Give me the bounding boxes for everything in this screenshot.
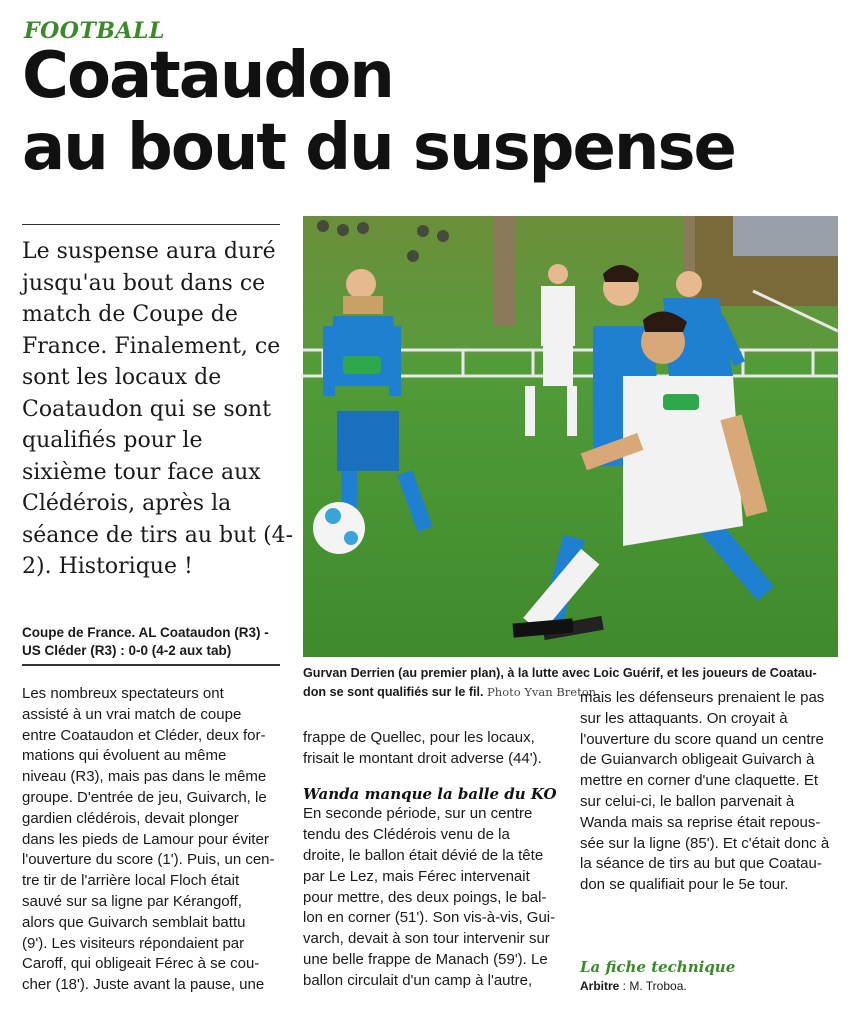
lead-line: sont les locaux de	[22, 365, 222, 390]
divider	[22, 664, 280, 666]
body-line: droite, le ballon était dévié de la tête	[303, 846, 544, 864]
lead-line: match de Coupe de	[22, 302, 238, 327]
lead-line: Le suspense aura duré	[22, 239, 276, 264]
article-column-1	[22, 684, 284, 996]
body-line: une belle frappe de Manach (59'). Le	[303, 950, 548, 968]
body-line: sur les attaquants. On croyait à	[580, 709, 788, 727]
body-line: tre tir de l'arrière local Floch était	[22, 872, 240, 890]
body-line: entre Coataudon et Cléder, deux for-	[22, 726, 266, 744]
body-line: tendu des Clédérois venu de la	[303, 826, 510, 844]
body-line: gardien clédérois, devait plonger	[22, 809, 239, 827]
football	[313, 502, 365, 554]
body-line: Wanda mais sa reprise était repous-	[580, 813, 821, 831]
lead-line: Coataudon qui se sont	[22, 396, 271, 422]
headline	[22, 40, 842, 184]
section-kicker: FOOTBALL	[24, 18, 165, 44]
body-line: cher (18'). Juste avant la pause, une	[22, 976, 265, 994]
body-line: frisait le montant droit adverse (44').	[303, 749, 542, 767]
body-line: niveau (R3), mais pas dans le même	[22, 768, 267, 786]
body-line: Caroff, qui obligeait Férec à se cou-	[22, 955, 260, 973]
photo-illustration	[303, 216, 838, 657]
arbitre-value: : M. Troboa.	[619, 979, 687, 993]
score-box	[22, 624, 280, 660]
body-line: par Le Lez, mais Férec intervenait	[303, 867, 530, 885]
score-line: Coupe de France. AL Coataudon (R3) -	[22, 625, 269, 640]
lead-line: sixième tour face aux	[22, 459, 261, 485]
body-line: sur celui-ci, le ballon parvenait à	[580, 792, 795, 810]
fiche-technique	[580, 958, 838, 994]
caption-line: don se sont qualifiés sur le fil.	[303, 685, 484, 699]
body-line: l'ouverture du score quand un centre	[580, 730, 824, 748]
body-line: ballon circulait d'un camp à l'autre,	[303, 971, 533, 989]
headline-line: au bout du suspense	[22, 111, 735, 185]
body-line: sée sur la ligne (85'). Et c'était donc à	[580, 834, 830, 852]
body-line: don se qualifiait pour le 5e tour.	[580, 876, 789, 894]
body-line: la séance de tirs au but que Coatau-	[580, 855, 822, 873]
lead-line: jusqu'au bout dans ce	[22, 270, 266, 296]
article-column-2	[303, 728, 565, 992]
body-line: (9'). Les visiteurs répondaient par	[22, 934, 245, 952]
body-line: pour mettre, des deux poings, le bal-	[303, 888, 547, 906]
article-column-3	[580, 688, 838, 896]
body-line: l'ouverture du score (1'). Puis, un cen-	[22, 851, 275, 869]
body-line: de Guianvarch obligeait Guivarch à	[580, 751, 815, 769]
headline-line: Coataudon	[22, 39, 393, 113]
lead-line: séance de tirs au but (4-	[22, 522, 294, 548]
lead-line: France. Finalement, ce	[22, 333, 281, 359]
lead-line: qualifiés pour le	[22, 428, 203, 453]
subheading: Wanda manque la balle du KO	[303, 784, 557, 803]
spacer	[303, 770, 565, 784]
caption-line: Gurvan Derrien (au premier plan), à la lutte avec Loic Guérif, et les joueurs de Coatau-	[303, 666, 817, 680]
body-line: frappe de Quellec, pour les locaux,	[303, 729, 535, 746]
arbitre-label: Arbitre	[580, 979, 620, 993]
fiche-title: La fiche technique	[580, 958, 736, 976]
lead-paragraph	[22, 236, 294, 583]
body-line: En seconde période, sur un centre	[303, 805, 533, 823]
football-match-photo	[303, 216, 838, 657]
body-line: lon en corner (51'). Son vis-à-vis, Gui-	[303, 909, 556, 927]
body-line: Les nombreux spectateurs ont	[22, 685, 224, 702]
body-line: mais les défenseurs prenaient le pas	[580, 689, 825, 706]
photo-credit: Photo Yvan Breton	[487, 685, 597, 699]
divider	[22, 224, 280, 225]
body-line: varch, devait à son tour intervenir sur	[303, 930, 550, 948]
arbitre-line	[580, 978, 838, 994]
body-line: dans les pieds de Lamour pour éviter	[22, 830, 269, 848]
lead-line: 2). Historique !	[22, 554, 193, 579]
body-line: mettre en corner d'une claquette. Et	[580, 772, 819, 790]
score-line: US Cléder (R3) : 0-0 (4-2 aux tab)	[22, 643, 232, 658]
body-line: sauvé sur sa ligne par Kérangoff,	[22, 892, 242, 910]
body-line: assisté à un vrai match de coupe	[22, 705, 242, 723]
body-line: alors que Guivarch semblait battu	[22, 913, 246, 931]
body-line: mations qui évoluent au même	[22, 747, 227, 765]
lead-line: Clédérois, après la	[22, 491, 232, 516]
body-line: groupe. D'entrée de jeu, Guivarch, le	[22, 788, 267, 806]
